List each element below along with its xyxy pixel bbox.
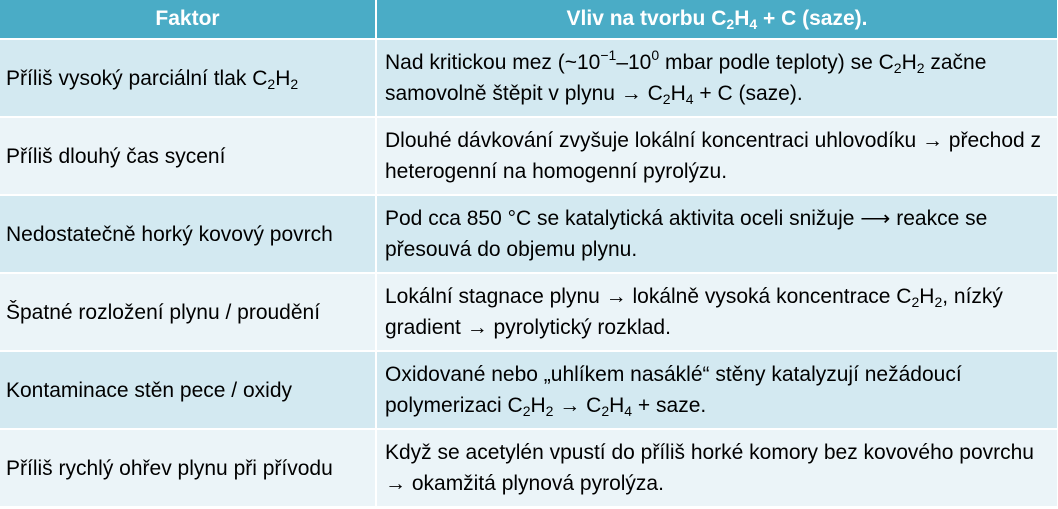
effect-cell: Nad kritickou mez ($\sim 10^{-1}-10^0$ mbar podle teploty) se $C_2H_2$ začne samovolně štěpit v plynu → $C_2H_4 + C$ (saze). xyxy=(376,39,1058,117)
table-row xyxy=(0,39,1058,117)
effect-cell: Dlouhé dávkování zvyšuje lokální koncentraci uhlovodíku → přechod z heterogenní na homogenní pyrolýzu. xyxy=(376,117,1058,195)
table-row xyxy=(0,195,1058,273)
table-row xyxy=(0,429,1058,507)
factor-cell: Příliš vysoký parciální tlak $C_2H_2$ xyxy=(0,39,376,117)
factor-cell: Příliš dlouhý čas sycení xyxy=(0,117,376,195)
table-row xyxy=(0,273,1058,351)
factor-cell: Špatné rozložení plynu / proudění xyxy=(0,273,376,351)
header-factor: Faktor xyxy=(0,0,376,39)
table-row xyxy=(0,117,1058,195)
effect-cell: Pod cca 850 °C se katalytická aktivita oceli snižuje ⟶ reakce se přesouvá do objemu plynu. xyxy=(376,195,1058,273)
header-effect: Vliv na tvorbu $C_2H_4 + C$ (saze). xyxy=(376,0,1058,39)
effect-cell: Oxidované nebo „uhlíkem nasáklé“ stěny katalyzují nežádoucí polymerizaci $C_2H_2 \to C_2H_4$ + saze. xyxy=(376,351,1058,429)
factor-cell: Nedostatečně horký kovový povrch xyxy=(0,195,376,273)
table-row xyxy=(0,351,1058,429)
effect-cell: Když se acetylén vpustí do příliš horké komory bez kovového povrchu → okamžitá plynová pyrolýza. xyxy=(376,429,1058,507)
effect-cell: Lokální stagnace plynu → lokálně vysoká koncentrace $C_2H_2$, nízký gradient → pyrolytický rozklad. xyxy=(376,273,1058,351)
table-header-row xyxy=(0,0,1058,39)
factor-cell: Kontaminace stěn pece / oxidy xyxy=(0,351,376,429)
factor-cell: Příliš rychlý ohřev plynu při přívodu xyxy=(0,429,376,507)
